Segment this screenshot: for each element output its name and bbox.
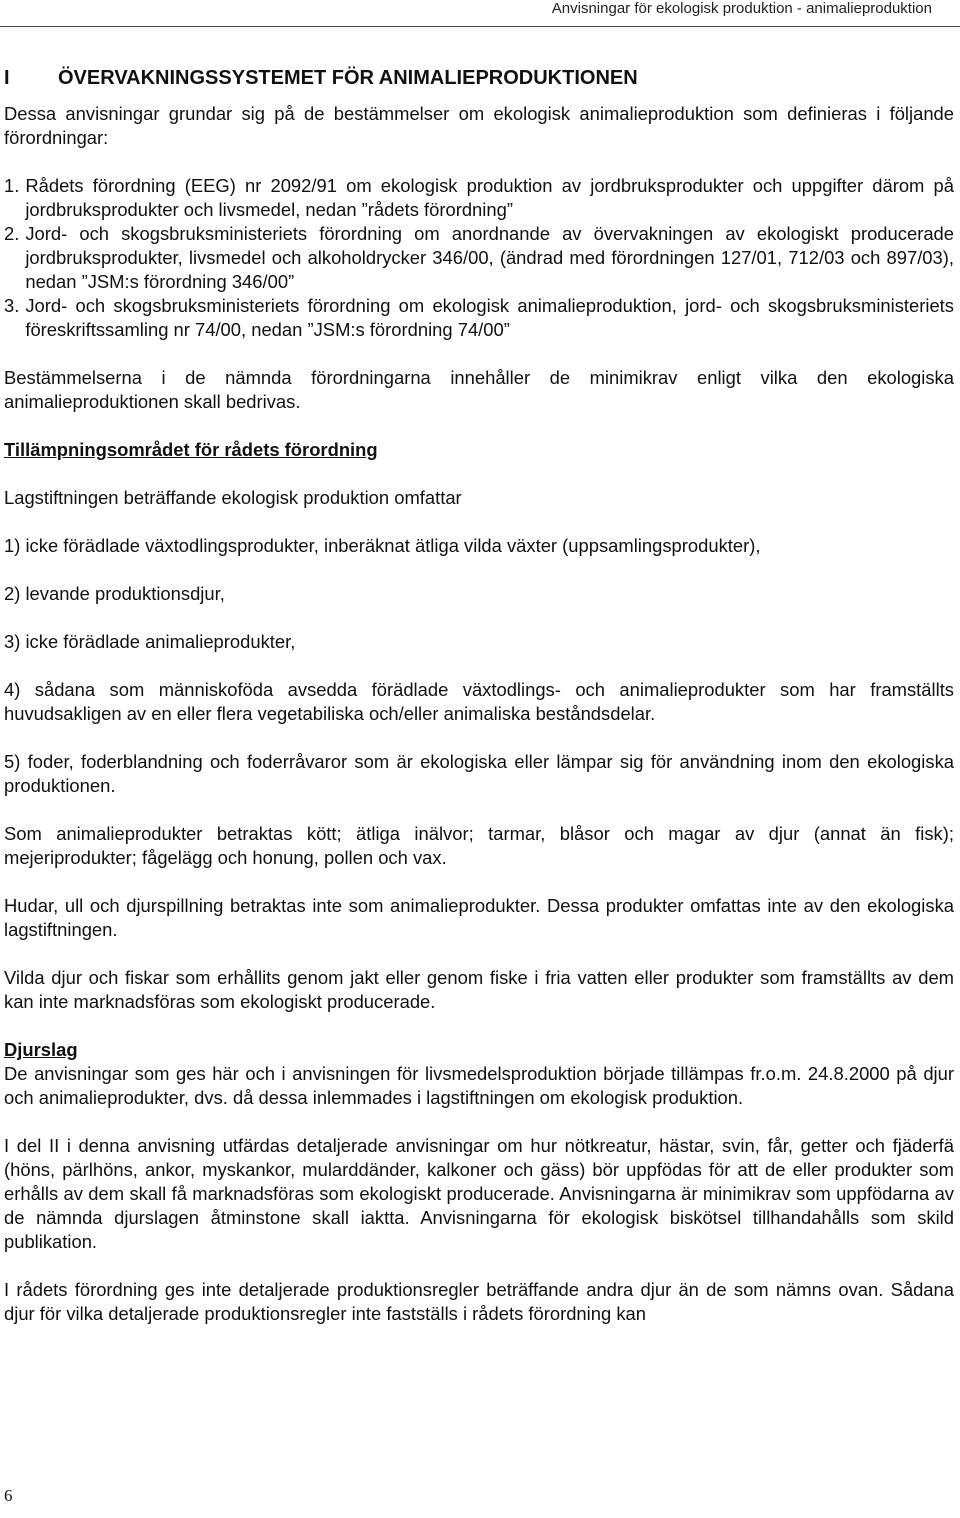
scope-item: 3) icke förädlade animalieprodukter,	[4, 631, 296, 652]
regulation-text: Rådets förordning (EEG) nr 2092/91 om ekologisk produktion av jordbruksprodukter och uppgifter därom på jordbruksprodukter och livsmedel, nedan ”rådets förordning”	[25, 175, 954, 220]
regulation-item	[4, 294, 954, 342]
species-paragraph-2: I del II i denna anvisning utfärdas detaljerade anvisningar om hur nötkreatur, hästar, svin, får, getter och fjäderfä (höns, pärlhöns, ankor, myskankor, mularddänder, kalkoner och gäss) bör uppfödas för att de eller produkter som erhålls av dem skall få marknadsföras som ekologiskt producerade. Anvisningarna är minimikrav som uppfödarna av de nämnda djurslagen åtminstone skall iaktta. Anvisningarna för ekologisk biskötsel tillhandahålls som skild publikation.	[4, 1135, 954, 1252]
regulation-number: 3.	[4, 295, 20, 316]
hides-paragraph: Hudar, ull och djurspillning betraktas inte som animalieprodukter. Dessa produkter omfattas inte av den ekologiska lagstiftningen.	[4, 895, 954, 940]
running-header: Anvisningar för ekologisk produktion - animalieproduktion	[551, 0, 932, 17]
scope-item: 4) sådana som människoföda avsedda förädlade växtodlings- och animalieprodukter som har framställts huvudsakligen av en eller flera vegetabiliska och/eller animaliska beståndsdelar.	[4, 679, 954, 724]
scope-item: 2) levande produktionsdjur,	[4, 583, 225, 604]
document-body	[4, 66, 954, 1326]
regulation-text: Jord- och skogsbruksministeriets förordning om anordnande av övervakningen av ekologiskt producerade jordbruksprodukter, livsmedel och alkoholdrycker 346/00, (ändrad med förordningen 127/01, 712/03 och 897/03), nedan ”JSM:s förordning 346/00”	[25, 223, 954, 292]
header-rule	[0, 26, 960, 27]
species-paragraph-3: I rådets förordning ges inte detaljerade produktionsregler beträffande andra djur än de som nämns ovan. Sådana djur för vilka detaljerade produktionsregler inte fastställs i rådets förordning kan	[4, 1279, 954, 1324]
scope-heading: Tillämpningsområdet för rådets förordning	[4, 439, 378, 460]
scope-item: 1) icke förädlade växtodlingsprodukter, inberäknat ätliga vilda växter (uppsamlingsprodukter),	[4, 535, 761, 556]
minimum-requirements-paragraph: Bestämmelserna i de nämnda förordningarna innehåller de minimikrav enligt vilka den ekologiska animalieproduktionen skall bedrivas.	[4, 367, 954, 412]
regulation-text: Jord- och skogsbruksministeriets förordning om ekologisk animalieproduktion, jord- och skogsbruksministeriets föreskriftssamling nr 74/00, nedan ”JSM:s förordning 74/00”	[25, 295, 954, 340]
regulation-number: 1.	[4, 175, 20, 196]
scope-item: 5) foder, foderblandning och foderråvaror som är ekologiska eller lämpar sig för användning inom den ekologiska produktionen.	[4, 751, 954, 796]
regulation-item	[4, 222, 954, 294]
regulation-list	[4, 174, 954, 342]
section-title: ÖVERVAKNINGSSYSTEMET FÖR ANIMALIEPRODUKTIONEN	[58, 67, 638, 89]
section-number: I	[4, 67, 10, 89]
species-paragraph-1: De anvisningar som ges här och i anvisningen för livsmedelsproduktion började tillämpas fr.o.m. 24.8.2000 på djur och animalieprodukter, dvs. då dessa inlemmades i lagstiftningen om ekologisk produktion.	[4, 1063, 954, 1108]
section-heading	[4, 66, 954, 90]
intro-paragraph: Dessa anvisningar grundar sig på de bestämmelser om ekologisk animalieproduktion som definieras i följande förordningar:	[4, 103, 954, 148]
wild-animals-paragraph: Vilda djur och fiskar som erhållits genom jakt eller genom fiske i fria vatten eller produkter som framställts av dem kan inte marknadsföras som ekologiskt producerade.	[4, 967, 954, 1012]
regulation-number: 2.	[4, 223, 20, 244]
animal-products-paragraph: Som animalieprodukter betraktas kött; ätliga inälvor; tarmar, blåsor och magar av djur (annat än fisk); mejeriprodukter; fågelägg och honung, pollen och vax.	[4, 823, 954, 868]
page-number: 6	[4, 1486, 13, 1505]
species-heading: Djurslag	[4, 1039, 78, 1060]
scope-intro: Lagstiftningen beträffande ekologisk produktion omfattar	[4, 487, 462, 508]
regulation-item	[4, 174, 954, 222]
